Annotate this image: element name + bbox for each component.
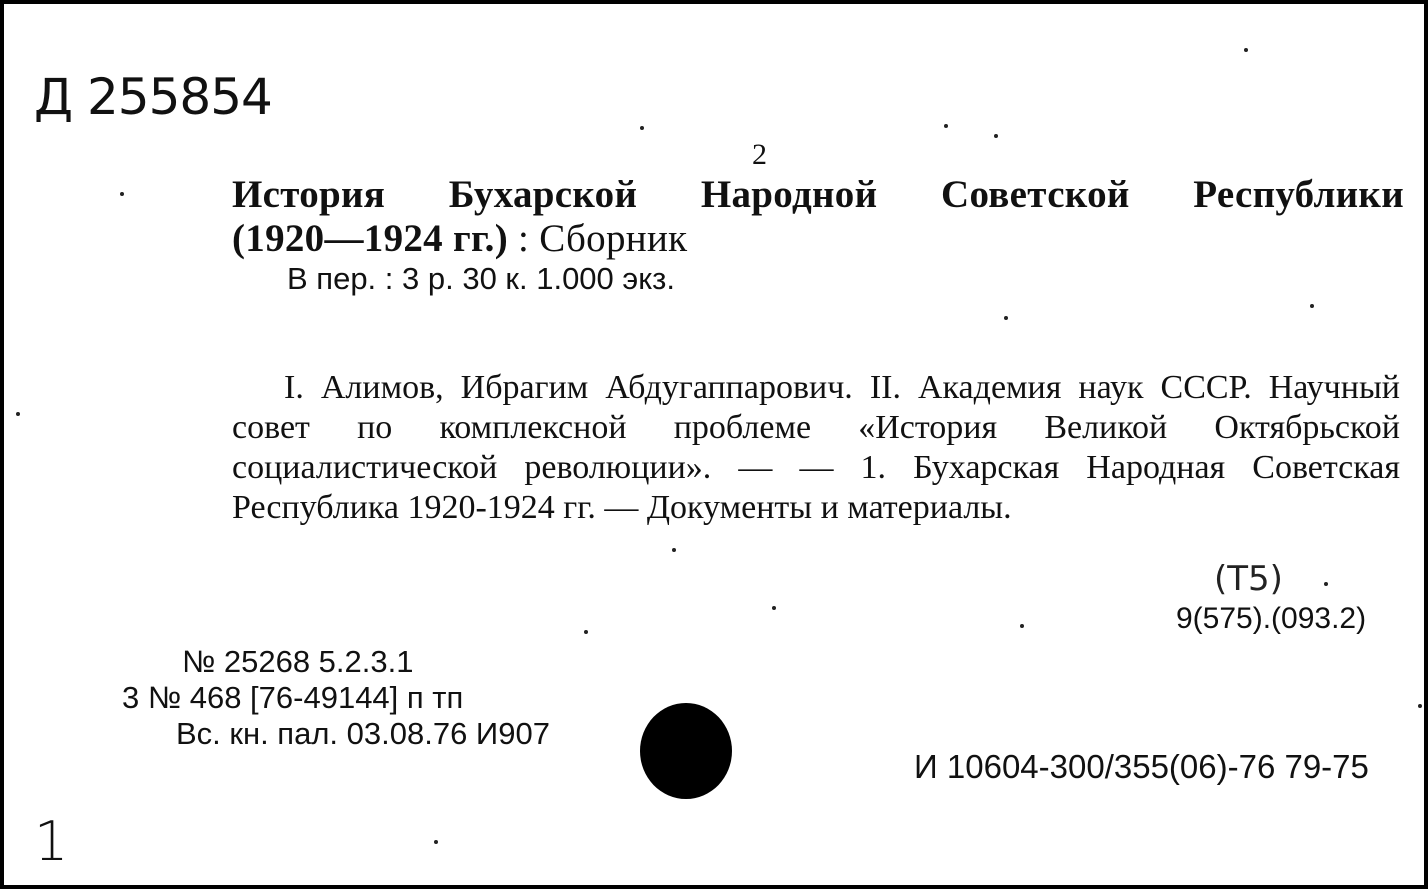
accession-line-2: 3 № 468 [76-49144] п тп (122, 680, 464, 715)
dust-speck (1310, 304, 1314, 308)
accession-line-3: Вс. кн. пал. 03.08.76 И907 (176, 716, 550, 751)
dust-speck (672, 548, 676, 552)
punch-hole (640, 703, 732, 799)
udc-code: 9(575).(093.2) (1176, 602, 1367, 635)
handwritten-udc-mark: (Т5) (1214, 559, 1283, 599)
subject-headings: I. Алимов, Ибрагим Абдугаппарович. II. Академия наук СССР. Научный совет по комплексной проблеме «История Великой Октябрьской социалистической революции». — — 1. Бухарская Народная Советская Республика 1920-1924 гг. — Документы и материалы. (232, 369, 1400, 526)
price-line: В пер. : 3 р. 30 к. 1.000 экз. (287, 261, 675, 296)
title-word: История (232, 173, 386, 216)
dust-speck (994, 134, 998, 138)
title-years: (1920—1924 гг.) (232, 217, 508, 260)
title-word: Советской (941, 173, 1130, 216)
dust-speck (584, 630, 588, 634)
accession-line-1: № 25268 5.2.3.1 (182, 644, 414, 679)
handwritten-corner-mark: 1 (34, 810, 69, 873)
handwritten-inventory-number: Д 255854 (34, 68, 272, 126)
title-type: : Сборник (508, 217, 688, 260)
publication-index-code: И 10604-300/355(06)-76 79-75 (914, 748, 1369, 785)
dust-speck (1004, 316, 1008, 320)
title-word: Республики (1193, 173, 1404, 216)
dust-speck (16, 412, 20, 416)
title-line-1 (232, 172, 1404, 217)
dust-speck (434, 840, 438, 844)
dust-speck (120, 192, 124, 196)
dust-speck (944, 124, 948, 128)
dust-speck (772, 606, 776, 610)
page-number: 2 (752, 138, 767, 171)
dust-speck (1324, 582, 1328, 586)
title-word: Бухарской (448, 173, 638, 216)
dust-speck (640, 126, 644, 130)
dust-speck (1418, 704, 1422, 708)
title-line-2 (232, 216, 687, 261)
dust-speck (1020, 624, 1024, 628)
dust-speck (1244, 48, 1248, 52)
title-word: Народной (700, 173, 878, 216)
